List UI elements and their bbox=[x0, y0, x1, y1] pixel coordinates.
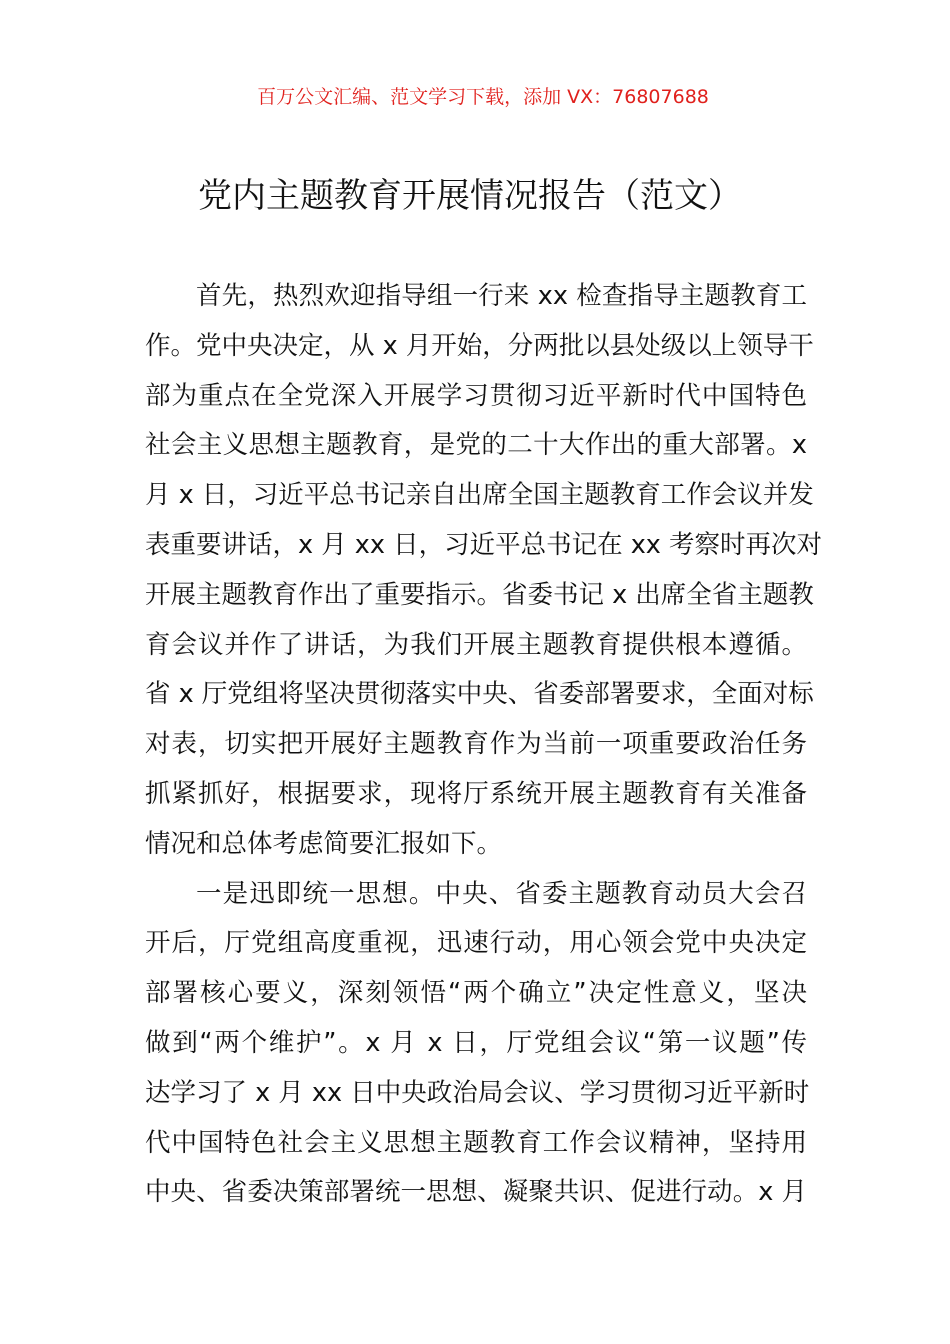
text-line: 月 x 日，习近平总书记亲自出席全国主题教育工作会议并发 bbox=[145, 480, 814, 511]
document-title: 党内主题教育开展情况报告（范文） bbox=[198, 176, 742, 216]
text-line: 抓紧抓好，根据要求，现将厅系统开展主题教育有关准备 bbox=[145, 778, 807, 809]
text-line: 育会议并作了讲话，为我们开展主题教育提供根本遵循。 bbox=[145, 629, 807, 660]
document-body bbox=[145, 272, 822, 1218]
text-line: 社会主义思想主题教育，是党的二十大作出的重大部署。x bbox=[145, 430, 807, 461]
text-line: 情况和总体考虑简要汇报如下。 bbox=[145, 828, 503, 859]
text-line: 中央、省委决策部署统一思想、凝聚共识、促进行动。x 月 bbox=[145, 1177, 807, 1208]
text-line: 作。党中央决定，从 x 月开始，分两批以县处级以上领导干 bbox=[145, 330, 814, 361]
paragraph-unify-thought bbox=[145, 870, 810, 1219]
text-line: 部署核心要义，深刻领悟“两个确立”决定性意义，坚决 bbox=[145, 978, 807, 1009]
text-line: 代中国特色社会主义思想主题教育工作会议精神，坚持用 bbox=[145, 1127, 807, 1158]
paragraph-intro bbox=[145, 272, 822, 870]
text-line: 达学习了 x 月 xx 日中央政治局会议、学习贯彻习近平新时 bbox=[145, 1077, 810, 1108]
watermark-header: 百万公文汇编、范文学习下载，添加 VX：76807688 bbox=[257, 86, 709, 108]
text-line: 做到“两个维护”。x 月 x 日，厅党组会议“第一议题”传 bbox=[145, 1027, 807, 1058]
text-line: 开后，厅党组高度重视，迅速行动，用心领会党中央决定 bbox=[145, 928, 807, 959]
text-line: 对表，切实把开展好主题教育作为当前一项重要政治任务 bbox=[145, 729, 807, 760]
text-line: 部为重点在全党深入开展学习贯彻习近平新时代中国特色 bbox=[145, 380, 807, 411]
text-line: 首先，热烈欢迎指导组一行来 xx 检查指导主题教育工 bbox=[196, 281, 807, 311]
text-line: 开展主题教育作出了重要指示。省委书记 x 出席全省主题教 bbox=[145, 579, 814, 610]
text-line: 一是迅即统一思想。中央、省委主题教育动员大会召 bbox=[196, 878, 807, 909]
text-line: 省 x 厅党组将坚决贯彻落实中央、省委部署要求，全面对标 bbox=[145, 679, 814, 710]
text-line: 表重要讲话，x 月 xx 日，习近平总书记在 xx 考察时再次对 bbox=[145, 529, 822, 560]
